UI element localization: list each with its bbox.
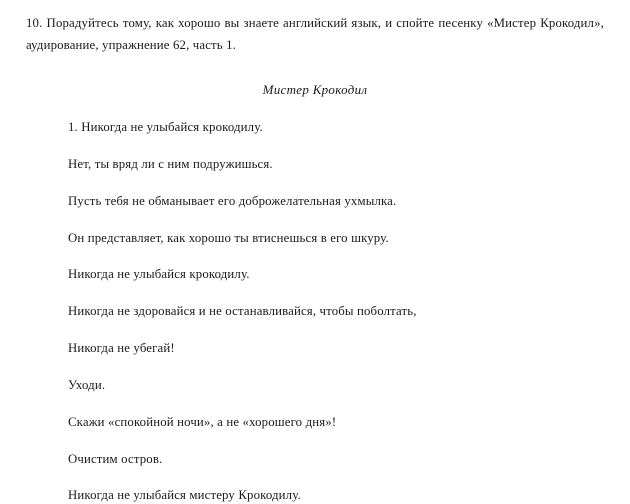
exercise-number: 10. — [26, 16, 43, 30]
song-lyrics — [26, 120, 604, 504]
lyric-line: Никогда не здоровайся и не останавливайся, чтобы поболтать, — [68, 304, 417, 319]
lyric-line: Никогда не убегай! — [68, 341, 175, 356]
lyric-line: 1. Никогда не улыбайся крокодилу. — [68, 120, 263, 134]
lyric-line: Пусть тебя не обманывает его доброжелательная ухмылка. — [68, 193, 397, 208]
lyric-line: Уходи. — [68, 377, 106, 392]
lyric-line: Никогда не улыбайся мистеру Крокодилу. — [68, 488, 301, 503]
exercise-instruction: Порадуйтесь тому, как хорошо вы знаете английский язык, и спойте песенку «Мистер Крокодил», аудирование, упражнение 62, часть 1. — [26, 16, 604, 52]
song-title: Мистер Крокодил — [262, 82, 368, 97]
lyric-line: Скажи «спокойной ночи», а не «хорошего дня»! — [68, 414, 337, 429]
lyric-line: Никогда не улыбайся крокодилу. — [68, 267, 250, 282]
lyric-line: Он представляет, как хорошо ты втиснешься в его шкуру. — [68, 230, 389, 245]
exercise-paragraph — [26, 12, 604, 56]
lyric-line: Нет, ты вряд ли с ним подружишься. — [68, 156, 273, 171]
lyric-line: Очистим остров. — [68, 451, 163, 466]
